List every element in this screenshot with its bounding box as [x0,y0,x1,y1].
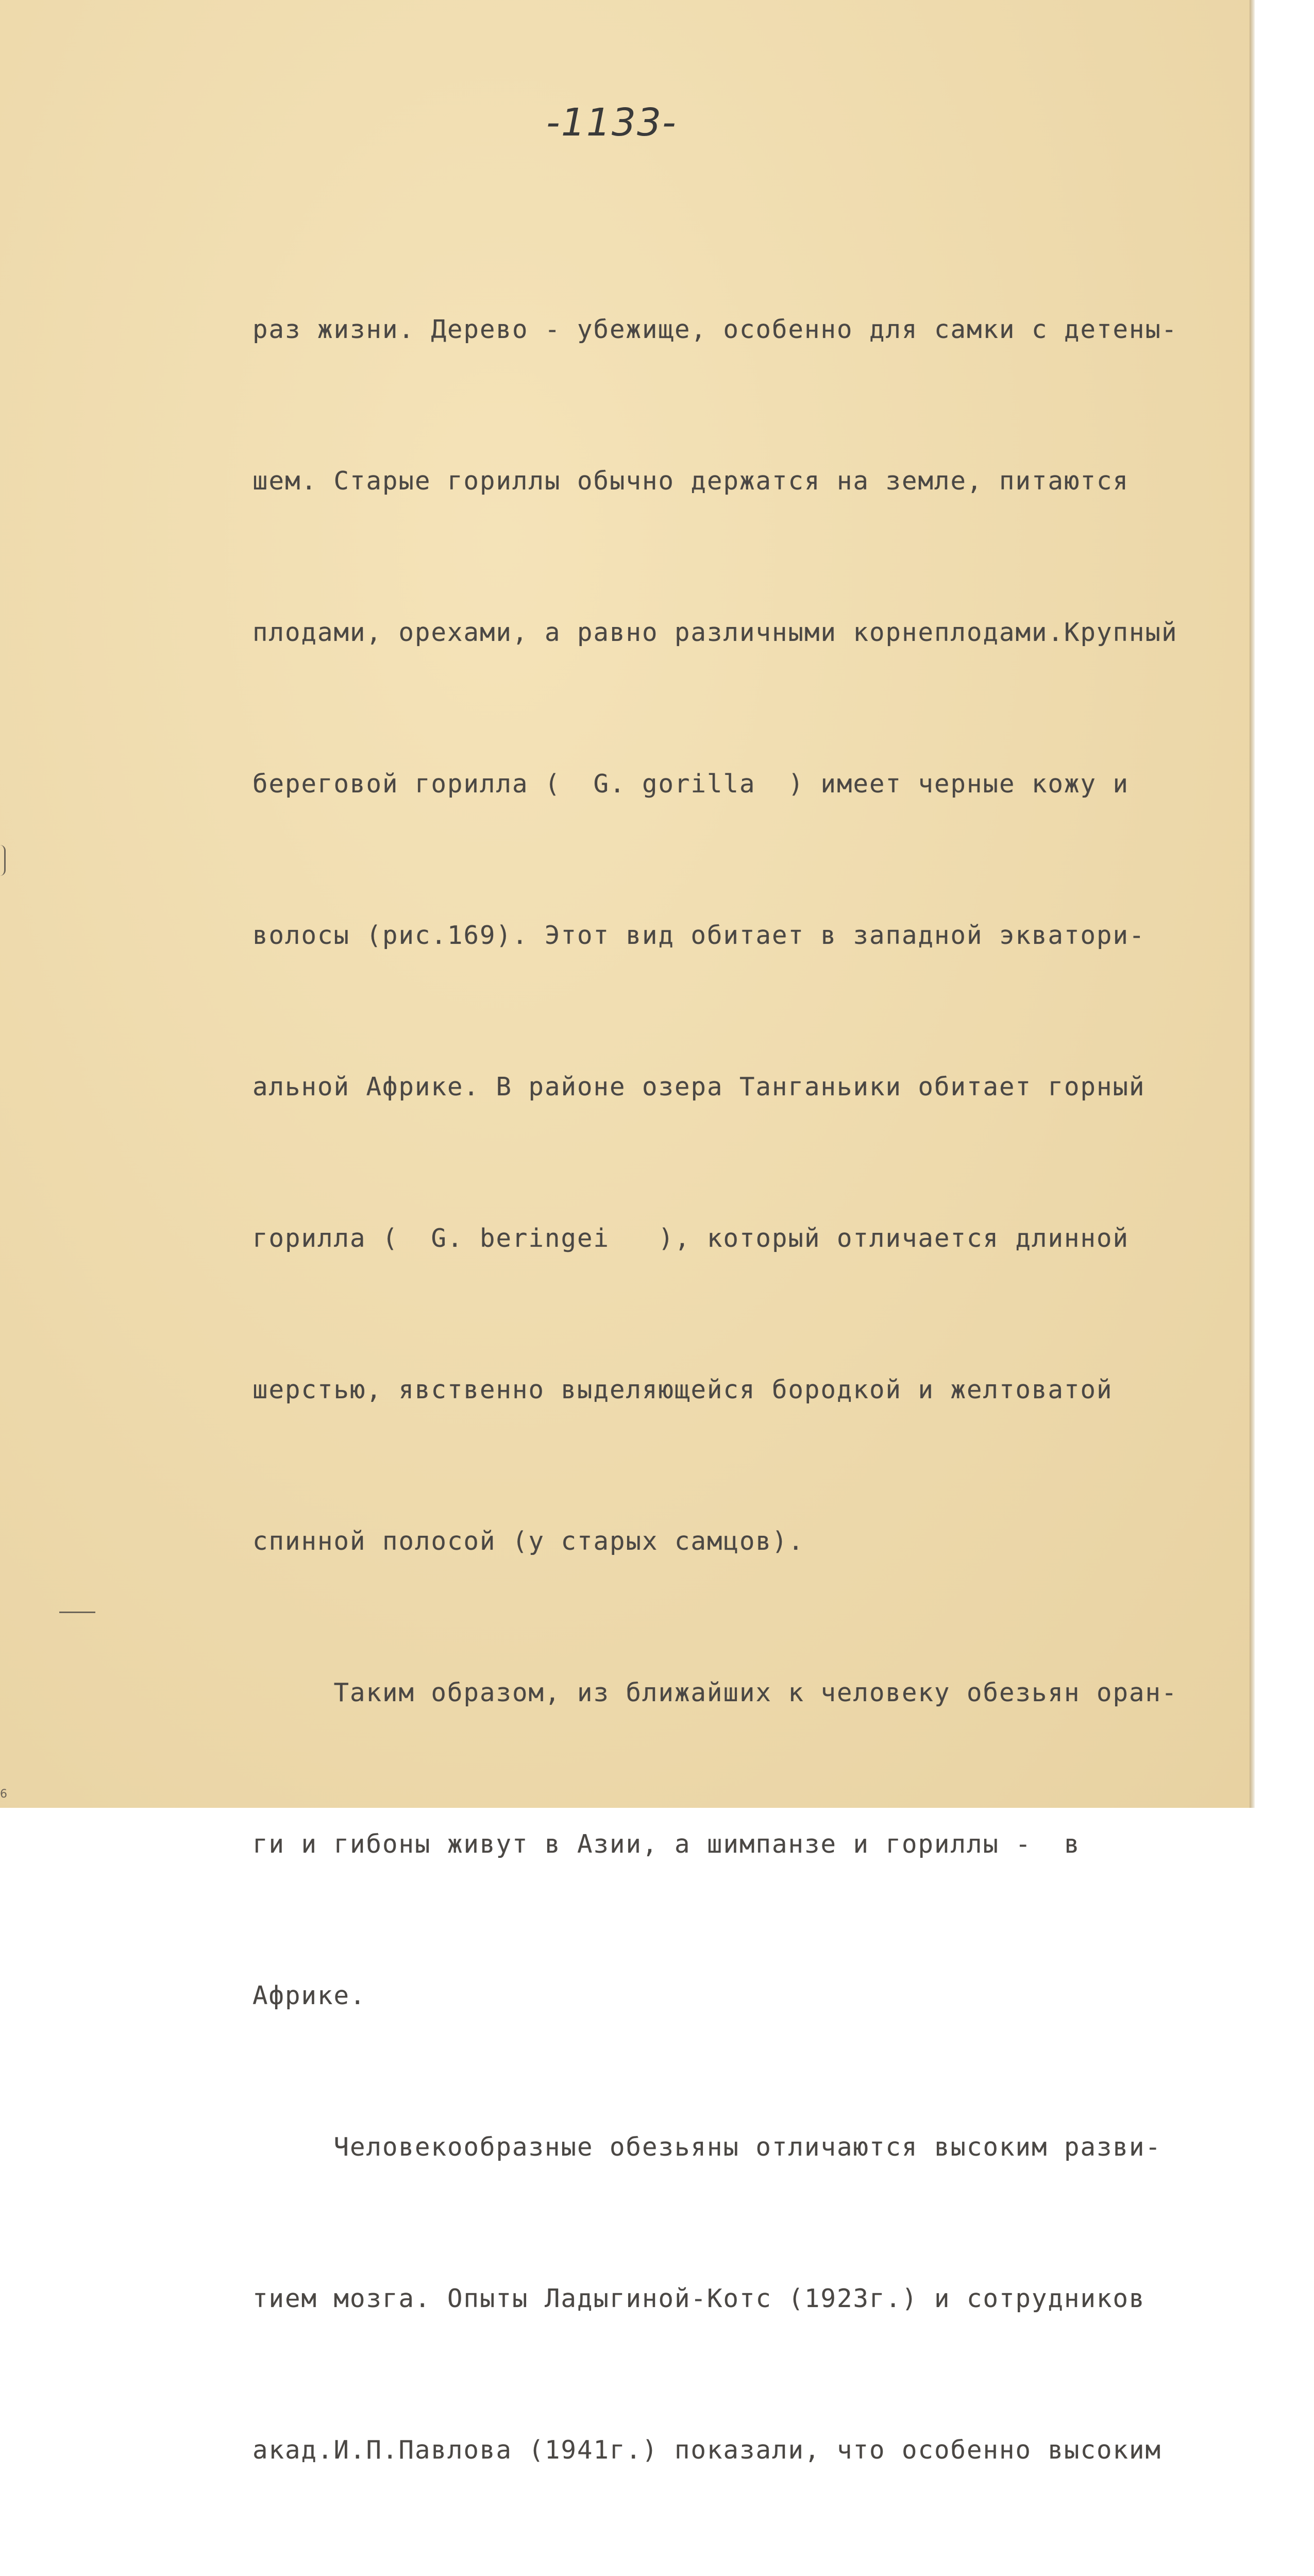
text-line: Таким образом, из ближайших к человеку обезьян оран- [252,1678,1178,1707]
text-line: береговой горилла ( G. gorilla ) имеет черные кожу и [252,769,1130,799]
text-line: плодами, орехами, а равно различными корнеплодами.Крупный [252,618,1178,647]
page-number: -1133- [546,100,677,145]
text-line: тием мозга. Опыты Ладыгиной-Котс (1923г.) и сотрудников [252,2284,1145,2313]
text-line: спинной полосой (у старых самцов). [252,1527,805,1556]
text-line: акад.И.П.Павлова (1941г.) показали, что особенно высоким [252,2435,1162,2465]
page-edge [1250,0,1255,1808]
text-line: альной Африке. В районе озера Танганьики обитает горный [252,1072,1145,1101]
text-line: горилла ( G. beringei ), который отличается длинной [252,1224,1130,1253]
text-line: шерстью, явственно выделяющейся бородкой и желтоватой [252,1375,1113,1404]
corner-mark: 6 [0,1788,7,1801]
text-line: ги и гибоны живут в Азии, а шимпанзе и гориллы - в [252,1829,1081,1859]
text-line: шем. Старые гориллы обычно держатся на земле, питаются [252,466,1130,496]
text-line: Африке. [252,1981,366,2010]
body-text [252,204,1247,2576]
text-line: волосы (рис.169). Этот вид обитает в западной экватори- [252,921,1145,950]
binding-hole-mark [0,845,6,876]
text-line: Человекообразные обезьяны отличаются высоким разви- [252,2132,1162,2162]
margin-dash-mark [59,1612,95,1613]
text-line: раз жизни. Дерево - убежище, особенно для самки с детены- [252,315,1178,344]
